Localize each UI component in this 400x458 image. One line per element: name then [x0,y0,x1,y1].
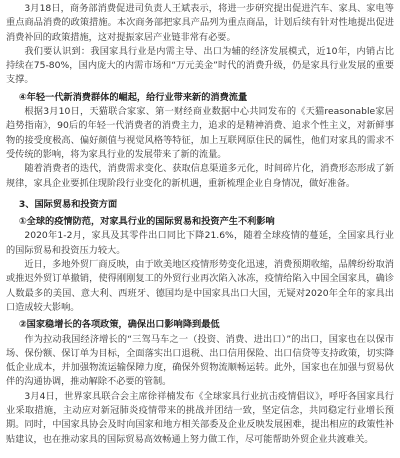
paragraph-world-federation: 3月4日，世界家具联合会主席徐祥楠发布《全球家具行业抗击疫情倡议》，呼吁各国家具行业采取措施，主动应对新冠肺炎疫情带来的挑战并团结一致，坚定信念，共同稳定行业增长预期。同时，中国家具协会及时向国家和地方相关部委及企业反映发展困难，提出相应的政策性补贴建议，也在推动家具的国际贸易高效畅通上努力做工作，尽可能帮助外贸企业共渡难关。 [6,390,394,445]
section-title-international-trade: 3、国际贸易和投资方面 [18,198,118,210]
paragraph-tmall-report: 根据3月10日，天猫联合家家、第一财经商业数据中心共同发布的《天猫reasonable家居趋势指南》，90后的年轻一代消费者的消费主力，追求的是精神消费、追求个性主义，对新鲜事物的接受度极高、偏好颜值与视觉风格等特征，加上互联网原住民的属性，他们对家具的需求不受传统的影响，将为家具行业的发展带来了新的流量。 [6,106,394,160]
paragraph-export-decline: 2020年1-2月，家具及其零件出口同比下降21.6%，随着全球疫情的蔓延，全国家具行业的国际贸易和投资压力较大。 [6,230,394,256]
paragraph-consumer-iteration: 随着消费者的迭代，消费需求变化、获取信息渠道多元化，时间碎片化，消费形态形成了新规律，家具企业要抓住现阶段行业变化的新机遇，重新梳理企业自身情况，做好准备。 [6,163,394,189]
paragraph-foreign-orders: 近日，多地外贸厂商反映，由于欧美地区疫情形势变化迅速，消费预期收缩，品牌纷纷取消或推迟外贸订单撤销，使得刚刚复工的外贸行业再次陷入冰冻，疫情给陷入中国全国家具，确诊人数最多的美国、意大利、西班牙、德国均是中国家具出口大国，无疑对2020年全年的家具出口造成较大影响。 [6,259,394,313]
paragraph-domestic-demand: 我们要认识到：我国家具行业是内需主导、出口为辅的经济发展模式，近10年，内销占比持续在75-80%，国内庞大的内需市场和“万元美金”时代的消费升级，仍是家具行业发展的重要支撑。 [6,45,394,86]
paragraph-commerce-policy: 3月18日，商务部消费促进司负责人王斌表示，将进一步研究提出促进汽车、家具、家电等重点商品消费的政策措施。本次商务部把家具产品列为重点商品，计划后续有针对性地提出促进消费补回的政策措施，这对提振家居产业链非常有必要。 [6,3,394,43]
heading-stabilizing-policies: ②国家稳增长的各项政策，确保出口影响降到最低 [18,319,220,331]
heading-epidemic-impact: ①全球的疫情防范，对家具行业的国际贸易和投资产生不利影响 [18,216,275,228]
heading-young-consumers: ④年轻一代新消费群体的崛起，给行业带来新的消费流量 [18,91,248,103]
paragraph-export-support: 作为拉动我国经济增长的“三驾马车之一（投资、消费、进出口）”的出口，国家也在以保市场、保份额、保订单为目标，全面落实出口退税、出口信用保险、出口信贷等支持政策，切实降低企业成本，并加强物流运输保障力度，确保外贸物流顺畅运转。此外，国家也在加强与贸易伙伴的沟通协调，推动解除不必要的管制。 [6,333,394,388]
